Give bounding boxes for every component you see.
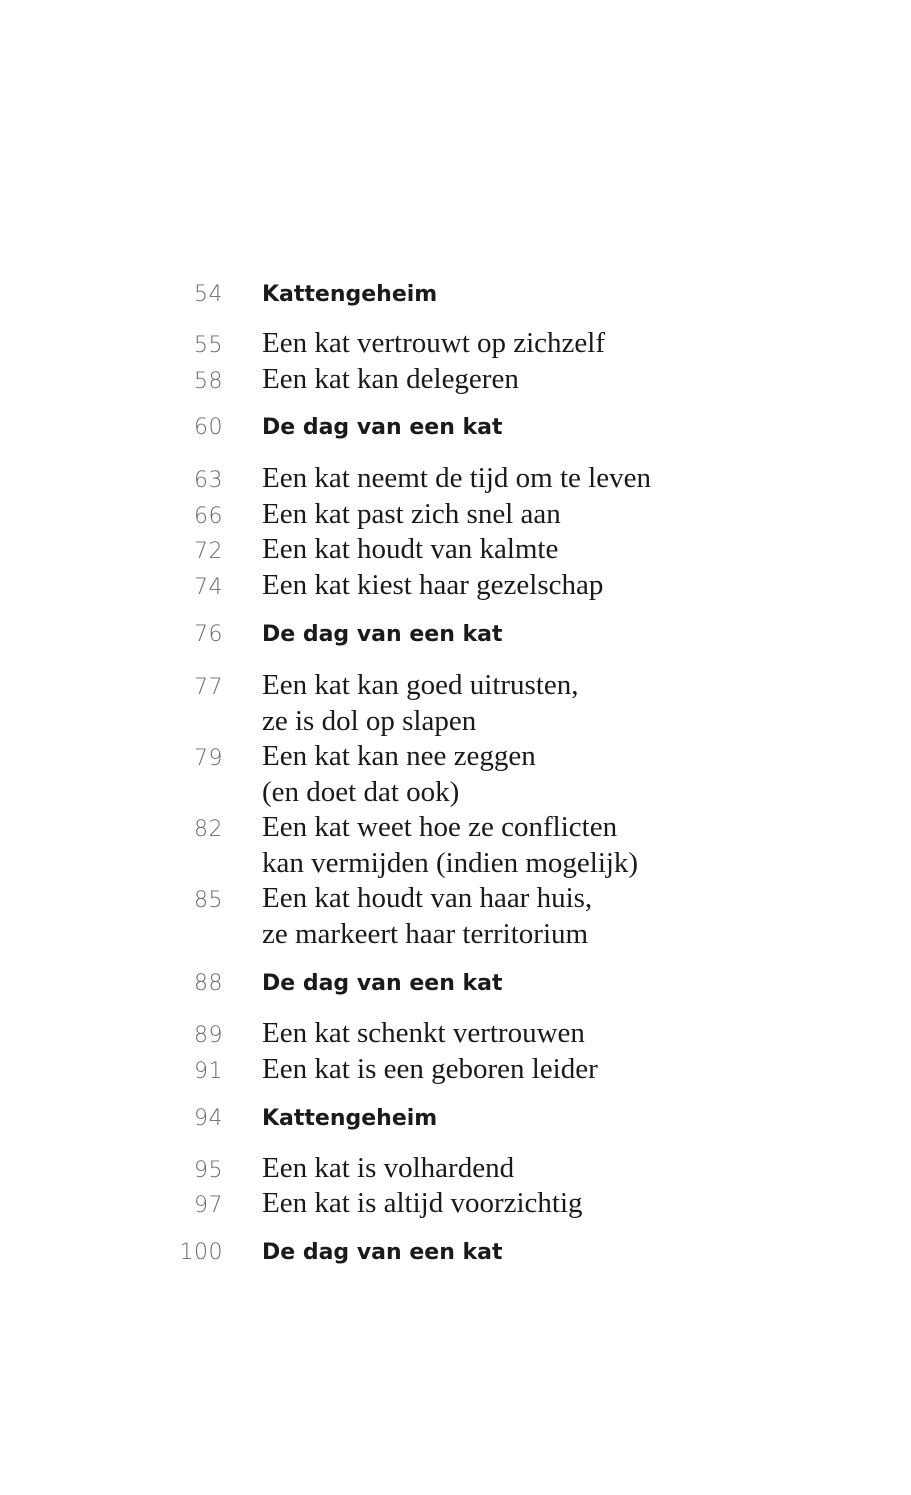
chapter-title-line: Een kat schenkt vertrouwen bbox=[262, 1017, 585, 1049]
chapter-title-line: Een kat kan nee zeggen bbox=[262, 740, 536, 772]
page-number: 89 bbox=[194, 1023, 223, 1048]
section-title-line: De dag van een kat bbox=[262, 415, 503, 440]
page-number: 79 bbox=[194, 746, 223, 771]
page-number: 60 bbox=[194, 415, 223, 440]
chapter-title bbox=[262, 739, 536, 810]
chapter-title bbox=[262, 497, 561, 533]
chapter-title-line: ze markeert haar territorium bbox=[262, 917, 589, 950]
chapter-title-line: (en doet dat ook) bbox=[262, 775, 460, 808]
page-number: 58 bbox=[194, 369, 223, 394]
section-title-line: De dag van een kat bbox=[262, 971, 503, 996]
chapter-title bbox=[262, 568, 603, 604]
chapter-title-line: Een kat past zich snel aan bbox=[262, 498, 561, 530]
chapter-title-line: Een kat is een geboren leider bbox=[262, 1053, 598, 1085]
chapter-title-line: kan vermijden (indien mogelijk) bbox=[262, 846, 639, 879]
chapter-title-line: Een kat kiest haar gezelschap bbox=[262, 569, 604, 601]
chapter-title bbox=[262, 881, 592, 952]
chapter-title bbox=[262, 1151, 514, 1187]
page-number: 94 bbox=[194, 1106, 223, 1131]
chapter-title bbox=[262, 461, 651, 497]
page-number: 100 bbox=[179, 1240, 223, 1265]
chapter-title bbox=[262, 668, 579, 739]
section-title-line: Kattengeheim bbox=[262, 282, 438, 307]
chapter-title-line: Een kat vertrouwt op zichzelf bbox=[262, 327, 606, 359]
chapter-title-line: Een kat is altijd voorzichtig bbox=[262, 1187, 583, 1219]
page-number: 77 bbox=[194, 675, 223, 700]
chapter-title-line: Een kat weet hoe ze conflicten bbox=[262, 811, 618, 843]
section-title bbox=[262, 282, 437, 307]
chapter-title bbox=[262, 326, 605, 362]
page-number: 97 bbox=[194, 1193, 223, 1218]
page-number: 76 bbox=[194, 622, 223, 647]
section-title bbox=[262, 415, 503, 440]
chapter-title-line: Een kat is volhardend bbox=[262, 1152, 515, 1184]
chapter-title bbox=[262, 810, 638, 881]
chapter-title bbox=[262, 362, 519, 398]
section-title bbox=[262, 1106, 437, 1131]
chapter-title-line: Een kat houdt van kalmte bbox=[262, 533, 559, 565]
section-title bbox=[262, 622, 503, 647]
chapter-title-line: Een kat houdt van haar huis, bbox=[262, 882, 593, 914]
page-number: 85 bbox=[194, 888, 223, 913]
page-number: 74 bbox=[194, 575, 223, 600]
chapter-title-line: ze is dol op slapen bbox=[262, 704, 477, 737]
page-number: 54 bbox=[194, 282, 223, 307]
section-title-line: De dag van een kat bbox=[262, 1240, 503, 1265]
chapter-title-line: Een kat neemt de tijd om te leven bbox=[262, 462, 651, 494]
page-number: 63 bbox=[194, 468, 223, 493]
section-title bbox=[262, 1240, 503, 1265]
page-number: 66 bbox=[194, 504, 223, 529]
page-number: 82 bbox=[194, 817, 223, 842]
chapter-title bbox=[262, 1186, 583, 1222]
page-number: 55 bbox=[194, 333, 223, 358]
section-title-line: De dag van een kat bbox=[262, 622, 503, 647]
page-number: 95 bbox=[194, 1158, 223, 1183]
page-number: 72 bbox=[194, 539, 223, 564]
chapter-title bbox=[262, 1016, 585, 1052]
chapter-title-line: Een kat kan goed uitrusten, bbox=[262, 669, 579, 701]
section-title bbox=[262, 971, 503, 996]
chapter-title bbox=[262, 1052, 598, 1088]
page-number: 91 bbox=[194, 1059, 223, 1084]
chapter-title bbox=[262, 532, 558, 568]
page-number: 88 bbox=[194, 971, 223, 996]
chapter-title-line: Een kat kan delegeren bbox=[262, 363, 519, 395]
section-title-line: Kattengeheim bbox=[262, 1106, 438, 1131]
